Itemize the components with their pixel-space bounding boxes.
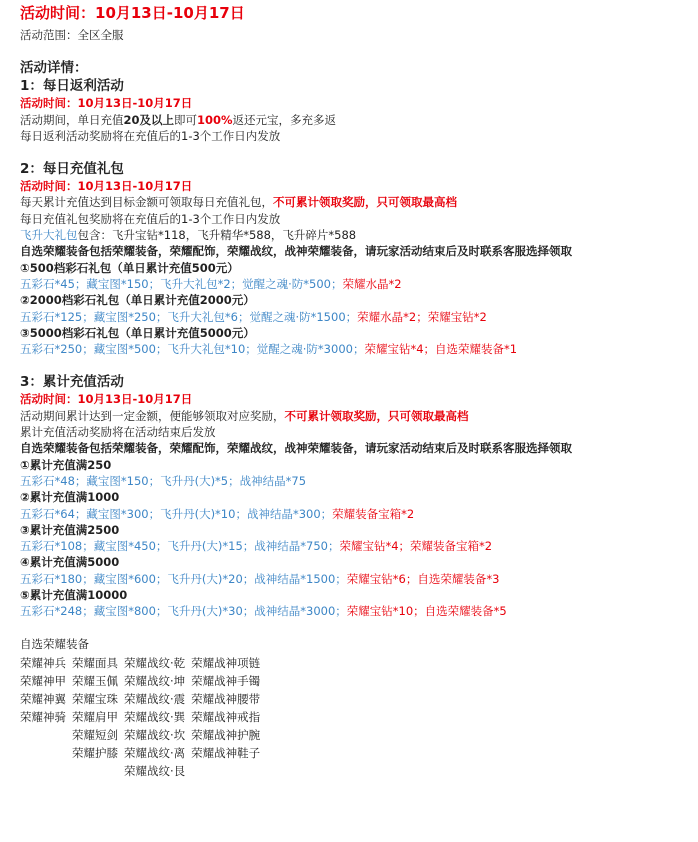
gear-cell: 荣耀面具 bbox=[72, 655, 118, 670]
section3-line1: 活动期间累计达到一定金额，便能够领取对应奖励，不可累计领取奖励，只可领取最高档 bbox=[20, 408, 469, 423]
section1-line2: 每日返利活动奖励将在充值后的1-3个工作日内发放 bbox=[20, 128, 281, 143]
gear-cell: 荣耀神翼 bbox=[20, 691, 66, 706]
gear-table bbox=[20, 654, 266, 780]
section2-line4: 自选荣耀装备包括荣耀装备，荣耀配饰，荣耀战纹，战神荣耀装备，请玩家活动结束后及时联系客服选择领取 bbox=[20, 244, 572, 259]
section3-tier4-title: ④累计充值满5000 bbox=[20, 555, 120, 570]
gear-cell bbox=[191, 762, 266, 780]
gear-cell: 荣耀玉佩 bbox=[72, 673, 118, 688]
gear-cell bbox=[20, 762, 72, 780]
gear-cell: 荣耀短剑 bbox=[72, 727, 118, 742]
section3-time: 活动时间：10月13日-10月17日 bbox=[20, 392, 193, 407]
document bbox=[20, 4, 692, 780]
section3-tier1-title: ①累计充值满250 bbox=[20, 457, 112, 472]
gear-cell bbox=[72, 762, 124, 780]
gear-row bbox=[20, 762, 266, 780]
gear-cell: 荣耀战纹·艮 bbox=[124, 763, 186, 778]
section2-tier2-title: ②2000档彩石礼包（单日累计充值2000元） bbox=[20, 293, 255, 308]
gear-cell: 荣耀护膝 bbox=[72, 745, 118, 760]
section3-title: 3：累计充值活动 bbox=[20, 374, 124, 391]
gear-cell: 荣耀战纹·坤 bbox=[124, 673, 186, 688]
section3-tier5-title: ⑤累计充值满10000 bbox=[20, 588, 128, 603]
section2-time: 活动时间：10月13日-10月17日 bbox=[20, 179, 193, 194]
gear-cell: 荣耀战神护腕 bbox=[191, 727, 261, 742]
section2-tier1-title: ①500档彩石礼包（单日累计充值500元） bbox=[20, 260, 239, 275]
event-scope: 活动范围：全区全服 bbox=[20, 28, 124, 42]
section2-line1: 每天累计充值达到目标金额可领取每日充值礼包，不可累计领取奖励，只可领取最高档 bbox=[20, 195, 457, 210]
section3-tier4-rewards: 五彩石*180；藏宝图*600；飞升丹(大)*20；战神结晶*1500；荣耀宝钻*6；自选荣耀装备*3 bbox=[20, 571, 500, 586]
details-heading: 活动详情： bbox=[20, 60, 88, 77]
gear-cell: 荣耀战纹·震 bbox=[124, 691, 186, 706]
section1-line1: 活动期间，单日充值20及以上即可100%返还元宝，多充多返 bbox=[20, 112, 337, 127]
gear-cell: 荣耀肩甲 bbox=[72, 709, 118, 724]
gear-row bbox=[20, 726, 266, 744]
gear-cell: 荣耀战神鞋子 bbox=[191, 745, 261, 760]
gear-cell: 荣耀战纹·乾 bbox=[124, 655, 186, 670]
section3-tier5-rewards: 五彩石*248；藏宝图*800；飞升丹(大)*30；战神结晶*3000；荣耀宝钻*10；自选荣耀装备*5 bbox=[20, 604, 507, 619]
gear-cell: 荣耀战纹·巽 bbox=[124, 709, 186, 724]
section3-tier1-rewards: 五彩石*48；藏宝图*150；飞升丹(大)*5；战神结晶*75 bbox=[20, 473, 307, 488]
section2-tier1-rewards: 五彩石*45；藏宝图*150；飞升大礼包*2；觉醒之魂·防*500；荣耀水晶*2 bbox=[20, 276, 402, 291]
gear-cell: 荣耀战纹·离 bbox=[124, 745, 186, 760]
section2-tier2-rewards: 五彩石*125；藏宝图*250；飞升大礼包*6；觉醒之魂·防*1500；荣耀水晶*2；荣耀宝钻*2 bbox=[20, 309, 487, 324]
section2-tier3-rewards: 五彩石*250；藏宝图*500；飞升大礼包*10；觉醒之魂·防*3000；荣耀宝钻*4；自选荣耀装备*1 bbox=[20, 342, 518, 357]
section2-line3: 飞升大礼包包含：飞升宝钻*118，飞升精华*588，飞升碎片*588 bbox=[20, 228, 357, 243]
gear-cell: 荣耀神骑 bbox=[20, 709, 66, 724]
section1-title: 1：每日返利活动 bbox=[20, 78, 124, 95]
gear-cell: 荣耀神兵 bbox=[20, 655, 66, 670]
gear-row bbox=[20, 672, 266, 690]
gear-cell: 荣耀宝珠 bbox=[72, 691, 118, 706]
gear-row bbox=[20, 708, 266, 726]
gear-cell: 荣耀战神项链 bbox=[191, 655, 261, 670]
gear-cell: 荣耀战神戒指 bbox=[191, 709, 261, 724]
gear-cell bbox=[20, 726, 72, 744]
event-time-title: 活动时间：10月13日-10月17日 bbox=[20, 4, 245, 22]
gear-cell: 荣耀神甲 bbox=[20, 673, 66, 688]
section3-tier3-rewards: 五彩石*108；藏宝图*450；飞升丹(大)*15；战神结晶*750；荣耀宝钻*4；荣耀装备宝箱*2 bbox=[20, 539, 493, 554]
gear-row bbox=[20, 744, 266, 762]
section2-line2: 每日充值礼包奖励将在充值后的1-3个工作日内发放 bbox=[20, 211, 281, 226]
section3-line2: 累计充值活动奖励将在活动结束后发放 bbox=[20, 425, 216, 440]
section1-time: 活动时间：10月13日-10月17日 bbox=[20, 96, 193, 111]
gear-row bbox=[20, 690, 266, 708]
gear-list-title: 自选荣耀装备 bbox=[20, 636, 89, 651]
section3-line3: 自选荣耀装备包括荣耀装备，荣耀配饰，荣耀战纹，战神荣耀装备，请玩家活动结束后及时联系客服选择领取 bbox=[20, 441, 572, 456]
gear-cell: 荣耀战神腰带 bbox=[191, 691, 261, 706]
gear-cell: 荣耀战纹·坎 bbox=[124, 727, 186, 742]
section3-tier2-rewards: 五彩石*64；藏宝图*300；飞升丹(大)*10；战神结晶*300；荣耀装备宝箱*2 bbox=[20, 506, 415, 521]
gear-cell: 荣耀战神手镯 bbox=[191, 673, 261, 688]
section2-tier3-title: ③5000档彩石礼包（单日累计充值5000元） bbox=[20, 325, 255, 340]
gear-cell bbox=[20, 744, 72, 762]
section3-tier3-title: ③累计充值满2500 bbox=[20, 522, 120, 537]
section2-title: 2：每日充值礼包 bbox=[20, 161, 124, 178]
gear-row bbox=[20, 654, 266, 672]
section3-tier2-title: ②累计充值满1000 bbox=[20, 490, 120, 505]
